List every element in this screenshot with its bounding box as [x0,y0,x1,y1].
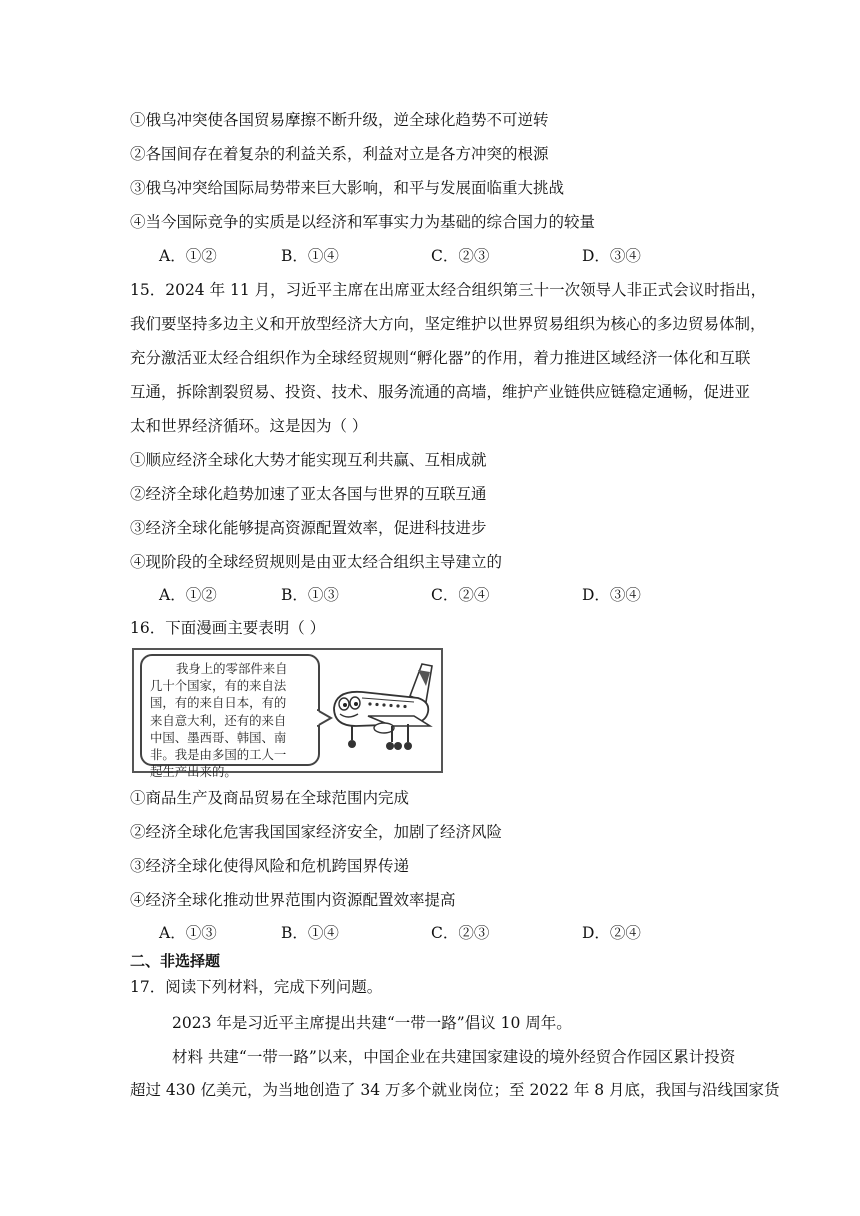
comic-text-line: 非。我是由多国的工人一 [150,747,287,763]
q15-item-1: ①顺应经济全球化大势才能实现互利共赢、互相成就 [130,451,487,469]
section-title: 二、非选择题 [130,952,221,970]
q14-option-c[interactable]: C．②③ [431,247,490,265]
q15-stem-line-2: 我们要坚持多边主义和开放型经济大方向，坚定维护以世界贸易组织为核心的多边贸易体制， [130,315,766,333]
q16-item-1: ①商品生产及商品贸易在全球范围内完成 [130,789,410,807]
q16-item-3: ③经济全球化使得风险和危机跨国界传递 [130,857,410,875]
q15-item-4: ④现阶段的全球经贸规则是由亚太经合组织主导建立的 [130,553,503,571]
q16-stem: 16．下面漫画主要表明（ ） [130,619,326,637]
q16-item-2: ②经济全球化危害我国国家经济安全，加剧了经济风险 [130,823,503,841]
q14-option-d[interactable]: D．③④ [582,247,641,265]
q14-options [159,245,719,267]
q16-item-4: ④经济全球化推动世界范围内资源配置效率提高 [130,891,456,909]
comic-text-line: 来自意大利，还有的来自 [150,712,287,728]
q14-option-a[interactable]: A．①② [159,247,217,265]
q15-option-c[interactable]: C．②④ [431,586,490,604]
q15-stem-line-4: 互通，拆除割裂贸易、投资、技术、服务流通的高墙，维护产业链供应链稳定通畅，促进亚 [130,383,751,401]
comic-text-line: 中国、墨西哥、韩国、南 [150,729,287,745]
q17-material-line-2: 超过 430 亿美元，为当地创造了 34 万多个就业岗位；至 2022 年 8 月底，我国与沿线国家货 [130,1081,780,1099]
comic-text-line: 国，有的来自日本，有的 [150,695,287,711]
q16-option-a[interactable]: A．①③ [159,924,217,942]
airplane-cartoon-icon [322,656,440,766]
q15-stem [130,273,767,443]
q15-item-2: ②经济全球化趋势加速了亚太各国与世界的互联互通 [130,485,487,503]
q14-item-2: ②各国间存在着复杂的利益关系，利益对立是各方冲突的根源 [130,145,549,163]
q14-item-4: ④当今国际竞争的实质是以经济和军事实力为基础的综合国力的较量 [130,213,596,231]
q15-option-b[interactable]: B．①③ [281,586,339,604]
q16-options [159,922,719,944]
q16-option-c[interactable]: C．②③ [431,924,490,942]
comic-text-line: 起生产出来的。 [150,764,237,780]
q15-stem-line-5: 太和世界经济循环。这是因为（ ） [130,417,368,435]
q14-option-b[interactable]: B．①④ [281,247,339,265]
comic-text-line: 我身上的零部件来自 [176,661,288,676]
q15-option-a[interactable]: A．①② [159,586,217,604]
q16-option-d[interactable]: D．②④ [582,924,641,942]
q14-item-3: ③俄乌冲突给国际局势带来巨大影响，和平与发展面临重大挑战 [130,179,565,197]
q15-stem-line-1: 15．2024 年 11 月，习近平主席在出席亚太经合组织第三十一次领导人非正式会议时指出， [130,281,767,299]
q15-options [159,584,719,606]
q17-intro: 2023 年是习近平主席提出共建“一带一路”倡议 10 周年。 [172,1014,572,1032]
q16-option-b[interactable]: B．①④ [281,924,339,942]
q15-option-d[interactable]: D．③④ [582,586,641,604]
q15-stem-line-3: 充分激活亚太经合组织作为全球经贸规则“孵化器”的作用，着力推进区域经济一体化和互联 [130,349,751,367]
q14-item-1: ①俄乌冲突使各国贸易摩擦不断升级，逆全球化趋势不可逆转 [130,111,549,129]
speech-bubble [140,654,320,780]
q17-material-line-1: 材料 共建“一带一路”以来，中国企业在共建国家建设的境外经贸合作园区累计投资 [172,1048,736,1066]
q17-stem: 17．阅读下列材料，完成下列问题。 [130,978,383,996]
comic-text-line: 几十个国家，有的来自法 [150,678,287,694]
comic-image [132,648,443,780]
q15-item-3: ③经济全球化能够提高资源配置效率，促进科技进步 [130,519,487,537]
